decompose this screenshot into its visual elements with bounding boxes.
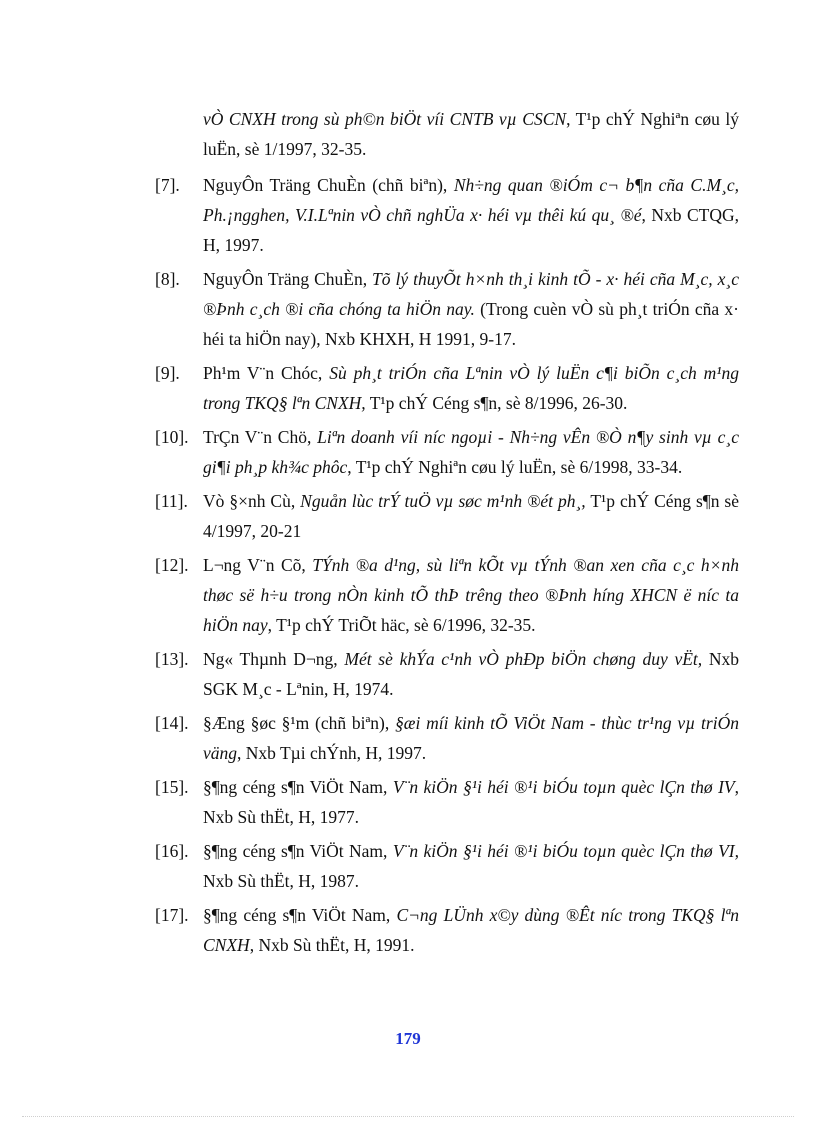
reference-item <box>155 900 739 960</box>
reference-author: NguyÔn Träng ChuÈn, <box>203 269 373 289</box>
reference-number: [15]. <box>155 777 189 797</box>
reference-continuation <box>203 104 739 164</box>
reference-title: V¨n kiÖn §¹i héi ®¹i biÓu toµn quèc lÇn thø VI, <box>392 841 739 861</box>
page-number: 179 <box>395 1029 421 1048</box>
reference-source: , T¹p chÝ TriÕt häc, sè 6/1996, 32-35. <box>267 615 536 635</box>
reference-text <box>203 358 739 418</box>
reference-title: C¬ng LÜnh x©y dùng ®Êt níc trong TKQ§ lªn CNXH <box>203 905 740 955</box>
reference-item <box>155 486 739 546</box>
reference-text <box>203 644 739 704</box>
reference-number: [7]. <box>155 175 180 195</box>
reference-title: Nh÷ng quan ®iÓm c¬ b¶n cña C.M¸c, Ph.¡ngghen, V.I.Lªnin vÒ chñ nghÜa x· héi vµ thêi kú qu¸ ®é <box>203 175 739 225</box>
reference-text <box>203 772 739 832</box>
reference-number: [12]. <box>155 555 189 575</box>
reference-source: T¹p chÝ Céng s¶n sè 4/1997, 20-21 <box>203 491 739 541</box>
reference-item <box>155 264 739 354</box>
reference-text <box>203 264 739 354</box>
reference-number: [14]. <box>155 713 189 733</box>
reference-author: Ng« Thµnh D¬ng, <box>203 649 345 669</box>
reference-number: [16]. <box>155 841 189 861</box>
reference-title: Mét sè khÝa c¹nh vÒ phÐp biÖn chøng duy vËt, <box>344 649 703 669</box>
reference-title: Liªn doanh víi níc ngoµi - Nh÷ng vÊn ®Ò n¶y sinh vµ c¸c gi¶i ph¸p kh¾c phôc <box>203 427 739 477</box>
reference-author: NguyÔn Träng ChuÈn (chñ biªn), <box>203 175 454 195</box>
reference-item <box>155 836 739 896</box>
reference-author: Ph¹m V¨n Chóc, <box>203 363 330 383</box>
reference-text <box>203 486 739 546</box>
reference-text <box>203 170 739 260</box>
reference-author: L¬ng V¨n Cõ, <box>203 555 313 575</box>
reference-text <box>203 708 739 768</box>
reference-author: §¶ng céng s¶n ViÖt Nam, <box>203 905 397 925</box>
page-border <box>22 1116 794 1117</box>
reference-source: (Trong cuèn vÒ sù ph¸t triÓn cña x· héi ta hiÖn nay), Nxb KHXH, H 1991, 9-17. <box>203 299 739 349</box>
reference-item <box>155 422 739 482</box>
reference-number: [17]. <box>155 905 189 925</box>
reference-text <box>203 836 739 896</box>
reference-item <box>155 550 739 640</box>
reference-title: Tõ lý thuyÕt h×nh th¸i kinh tÕ - x· héi cña M¸c, x¸c ®Þnh c¸ch ®i cña chóng ta hiÖn nay. <box>203 269 739 319</box>
reference-item <box>155 772 739 832</box>
reference-text <box>203 900 739 960</box>
reference-source: , Nxb CTQG, H, 1997. <box>203 205 739 255</box>
reference-author: §¶ng céng s¶n ViÖt Nam, <box>203 777 393 797</box>
reference-title: vÒ CNXH trong sù ph©n biÖt víi CNTB vµ CSCN <box>203 109 567 129</box>
reference-author: Vò §×nh Cù, <box>203 491 301 511</box>
reference-source: , Nxb Sù thËt, H, 1991. <box>249 935 415 955</box>
reference-source: , T¹p chÝ Nghiªn cøu lý luËn, sè 1/1997, 32-35. <box>203 109 740 159</box>
reference-list <box>155 170 739 964</box>
reference-text <box>203 550 739 640</box>
reference-number: [10]. <box>155 427 189 447</box>
reference-author: §¶ng céng s¶n ViÖt Nam, <box>203 841 393 861</box>
reference-author: TrÇn V¨n Chö, <box>203 427 318 447</box>
reference-source: Nxb SGK M¸c - Lªnin, H, 1974. <box>203 649 739 699</box>
reference-text <box>203 422 739 482</box>
reference-item <box>155 644 739 704</box>
reference-source: , Nxb Sù thËt, H, 1977. <box>203 777 739 827</box>
reference-title: TÝnh ®a d¹ng, sù liªn kÕt vµ tÝnh ®an xen cña c¸c h×nh thøc së h÷u trong nÒn kinh tÕ thÞ trêng theo ®Þnh híng XHCN ë níc ta hiÖn nay <box>203 555 739 635</box>
reference-source: , T¹p chÝ Nghiªn cøu lý luËn, sè 6/1998, 33-34. <box>347 457 683 477</box>
reference-title: §æi míi kinh tÕ ViÖt Nam - thùc tr¹ng vµ triÓn väng <box>203 713 739 763</box>
reference-number: [11]. <box>155 491 188 511</box>
reference-source: Nxb Sù thËt, H, 1987. <box>203 871 360 891</box>
reference-title: V¨n kiÖn §¹i héi ®¹i biÓu toµn quèc lÇn thø IV <box>392 777 735 797</box>
reference-source: , Nxb Tµi chÝnh, H, 1997. <box>237 743 427 763</box>
reference-author: §Æng §øc §¹m (chñ biªn), <box>203 713 396 733</box>
reference-item <box>155 708 739 768</box>
reference-source: T¹p chÝ Céng s¶n, sè 8/1996, 26-30. <box>365 393 628 413</box>
reference-item <box>155 170 739 260</box>
reference-item <box>155 358 739 418</box>
reference-number: [8]. <box>155 269 180 289</box>
reference-title: Sù ph¸t triÓn cña Lªnin vÒ lý luËn c¶i biÕn c¸ch m¹ng trong TKQ§ lªn CNXH, <box>203 363 739 413</box>
reference-title: Nguån lùc trÝ tuÖ vµ søc m¹nh ®ét ph¸, <box>300 491 586 511</box>
reference-number: [9]. <box>155 363 180 383</box>
reference-number: [13]. <box>155 649 189 669</box>
